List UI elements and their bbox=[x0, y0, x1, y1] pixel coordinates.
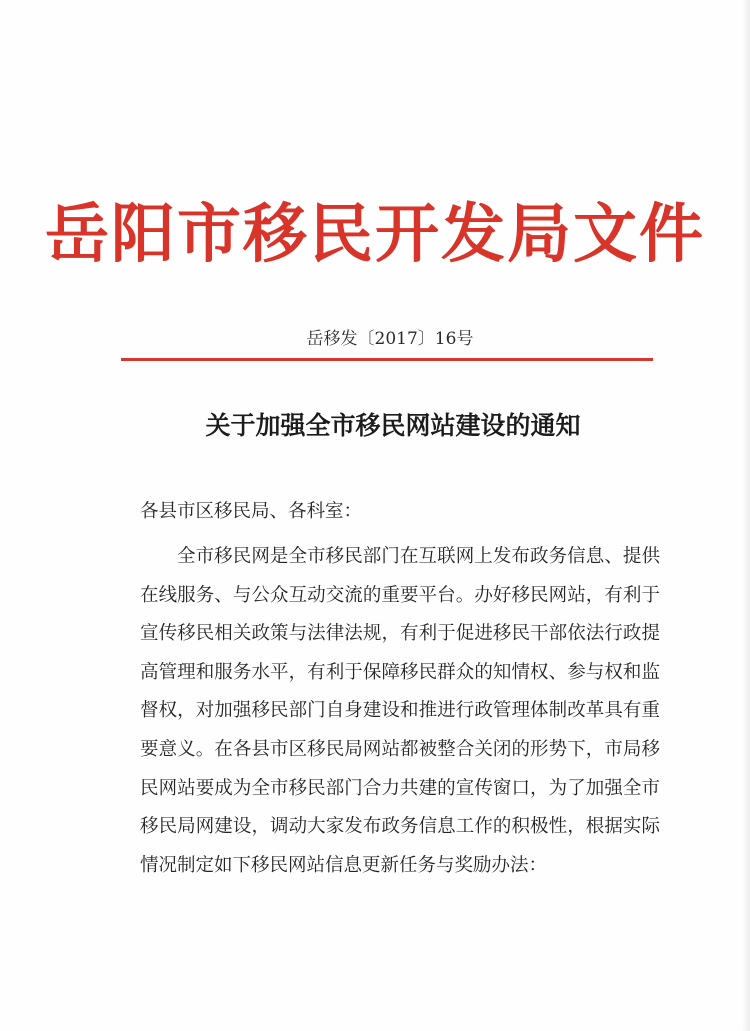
document-title: 关于加强全市移民网站建设的通知 bbox=[205, 411, 581, 440]
scan-edge-shadow bbox=[742, 0, 750, 1031]
salutation: 各县市区移民局、各科室： bbox=[140, 501, 363, 522]
document-header: 岳阳市移民开发局文件 bbox=[45, 197, 705, 272]
body-paragraph: 全市移民网是全市移民部门在互联网上发布政务信息、提供在线服务、与公众互动交流的重要平台。办好移民网站，有利于宣传移民相关政策与法律法规，有利于促进移民干部依法行政提高管理和服务水平，有利于保障移民群众的知情权、参与权和监督权，对加强移民部门自身建设和推进行政管理体制改革具有重要意义。在各县市区移民局网站都被整合关闭的形势下，市局移民网站要成为全市移民部门合力共建的宣传窗口，为了加强全市移民局网建设，调动大家发布政务信息工作的积极性，根据实际情况制定如下移民网站信息更新任务与奖励办法： bbox=[140, 546, 660, 876]
document-number: 岳移发〔2017〕16号 bbox=[306, 329, 474, 349]
red-divider-line bbox=[121, 358, 653, 361]
